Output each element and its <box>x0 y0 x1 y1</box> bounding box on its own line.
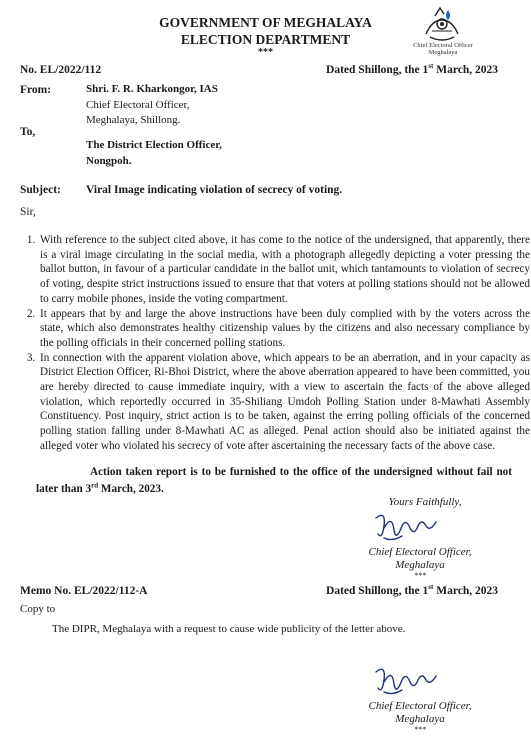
memo-dated-line: Dated Shillong, the 1st March, 2023 <box>326 583 498 597</box>
copy-to-label: Copy to <box>20 603 56 615</box>
department-title: ELECTION DEPARTMENT <box>180 32 351 47</box>
sender-address: Meghalaya, Shillong. <box>86 114 181 126</box>
sender-designation: Chief Electoral Officer, <box>86 98 190 111</box>
signatory-state-2: Meghalaya <box>395 713 445 725</box>
logo-caption: Chief Electoral Officer Meghalaya <box>413 42 473 56</box>
signature-2 <box>372 664 452 700</box>
paragraph-2: 2. It appears that by and large the above instructions have been duly complied with by the voters across the state, which also demonstrates healthy citizenship values by the citizens and also necessary compliance by the polling officials in their concerned polling stations. <box>38 307 530 351</box>
signatory-designation-2: Chief Electoral Officer, <box>368 700 472 712</box>
closing-block <box>355 546 485 580</box>
header-stars: *** <box>258 47 273 58</box>
closing-block-2 <box>355 700 485 734</box>
signatory-designation: Chief Electoral Officer, <box>368 546 472 558</box>
letter-body <box>20 233 530 454</box>
paragraph-3: 3. In connection with the apparent violation above, which appears to be an aberration, and in your capacity as District Election Officer, Ri-Bhoi District, where the above aberration appeared to have been committed, you are hereby directed to cause immediate inquiry, with a view to ascertain the facts of the above alleged violation, which reportedly occurred in 35-Shiliang Umdoh Polling Station under 8-Mawhati Assembly Constituency. Post inquiry, strict action is to be taken, against the erring polling officials of the concerned polling station falling under 8-Mawhati AC as alleged. Penal action should also be initiated against the alleged voter who violated his secrecy of vote after ascertaining the necessary facts of the above case. <box>38 351 530 454</box>
memo-number: Memo No. EL/2022/112-A <box>20 585 148 597</box>
govt-title: GOVERNMENT OF MEGHALAYA <box>159 15 372 30</box>
to-label: To, <box>20 126 36 138</box>
paragraph-1: 1. With reference to the subject cited above, it has come to the notice of the undersigned, that apparently, there is a viral image circulating in the social media, with a photograph allegedly depicting a voter pressing the ballot button, in favour of a particular candidate in the ballot unit, which tantamounts to violation of secrecy of voting, despite strict instructions issued to ensure that that voters at polling stations should not be allowed to carry mobile phones, inside the voting compartment. <box>38 233 530 307</box>
recipient-designation: The District Election Officer, <box>86 139 222 151</box>
from-block <box>86 82 218 129</box>
action-directive: Action taken report is to be furnished to the office of the undersigned without fail not later than 3rd March, 2023. <box>36 466 512 495</box>
reference-number: No. EL/2022/112 <box>20 64 102 76</box>
subject-label: Subject: <box>20 184 61 196</box>
recipient-location: Nongpoh. <box>86 154 132 167</box>
yours-faithfully: Yours Faithfully, <box>388 496 462 508</box>
closing-stars: *** <box>414 571 426 580</box>
sender-name: Shri. F. R. Kharkongor, IAS <box>86 83 218 95</box>
signature-1 <box>372 510 452 546</box>
subject-text: Viral Image indicating violation of secrecy of voting. <box>86 184 343 196</box>
signatory-state: Meghalaya <box>395 559 445 571</box>
salutation: Sir, <box>20 206 36 218</box>
from-label: From: <box>20 84 52 96</box>
to-block <box>86 138 222 169</box>
dated-line: Dated Shillong, the 1st March, 2023 <box>326 62 498 76</box>
copy-to-text: The DIPR, Meghalaya with a request to cause wide publicity of the letter above. <box>52 623 406 635</box>
closing-stars-2: *** <box>414 725 426 734</box>
